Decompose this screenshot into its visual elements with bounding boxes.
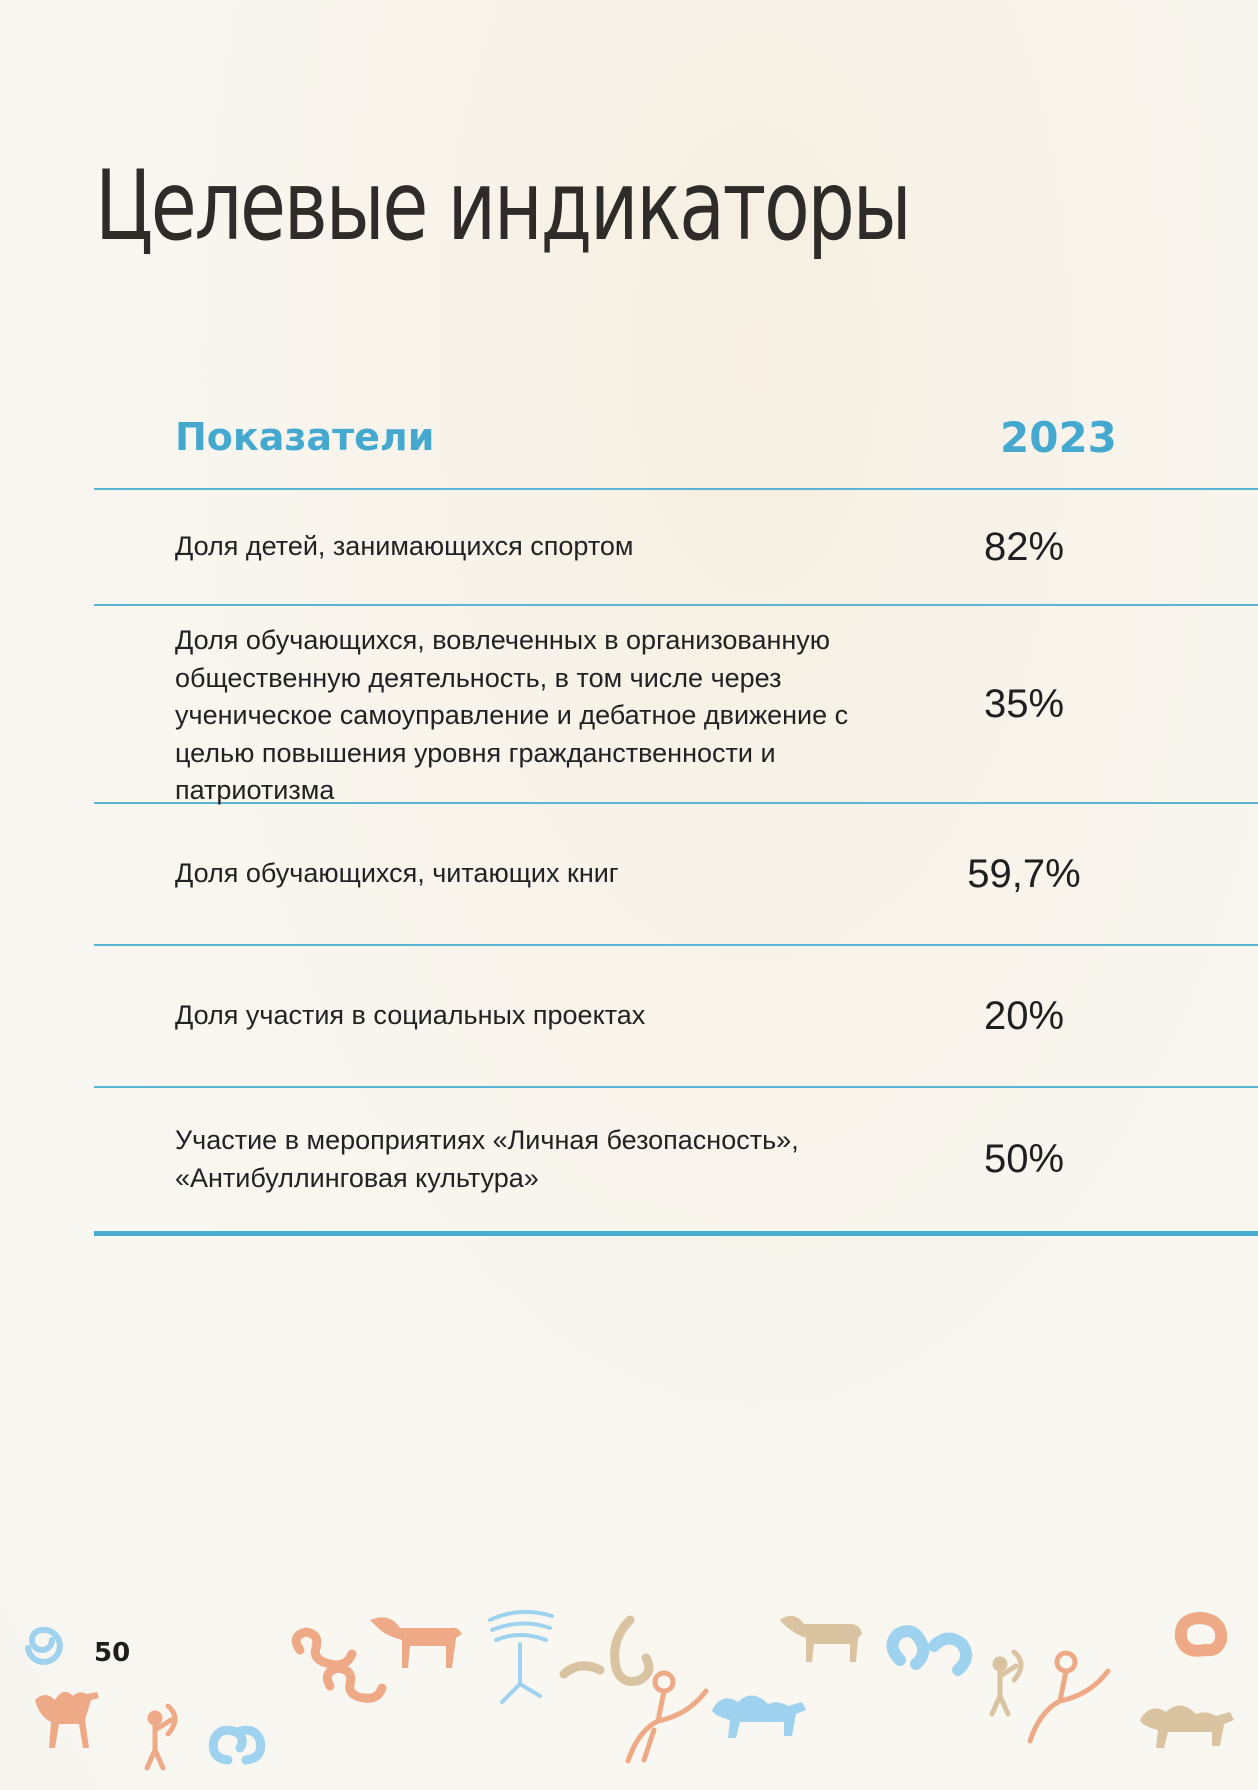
row-label: Доля участия в социальных проектах: [175, 1000, 646, 1031]
camel-icon: [712, 1695, 806, 1738]
table-row: [94, 1088, 1258, 1236]
page-number: 50: [94, 1638, 131, 1668]
row-label: Доля обучающихся, вовлеченных в организованную общественную деятельность, в том числе через ученическое самоуправление и дебатное движение с целью повышения уровня гражданственности и патриотизма: [175, 625, 849, 805]
petroglyph-ornaments: [0, 1590, 1258, 1790]
header-indicators: Показатели: [175, 415, 435, 459]
ram-horn-icon: [564, 1620, 649, 1682]
row-value: 35%: [983, 681, 1065, 726]
table-row: [94, 490, 1258, 606]
spiral-icon: [28, 1630, 60, 1662]
row-label: Участие в мероприятиях «Личная безопасность», «Антибуллинговая культура»: [175, 1125, 799, 1193]
archer-icon: [992, 1652, 1021, 1714]
camel-icon: [1140, 1705, 1234, 1748]
row-value: 20%: [983, 993, 1065, 1038]
camel-icon: [35, 1692, 99, 1748]
row-value: 50%: [983, 1137, 1065, 1181]
ram-horn-icon: [1181, 1618, 1221, 1651]
table-row: [94, 606, 1258, 804]
row-label: Доля детей, занимающихся спортом: [175, 531, 634, 562]
sun-man-icon: [628, 1673, 706, 1761]
indicators-table: [94, 400, 1258, 1236]
ram-horn-icon: [213, 1730, 260, 1760]
table-row: [94, 804, 1258, 946]
ram-horn-icon: [892, 1631, 966, 1670]
table-header: [94, 400, 1258, 490]
row-value: 59,7%: [967, 851, 1081, 896]
page-title: Целевые индикаторы: [95, 150, 910, 262]
deer-icon: [370, 1617, 462, 1668]
ram-horn-icon: [296, 1632, 382, 1698]
archer-icon: [147, 1706, 175, 1768]
tree-icon: [490, 1612, 552, 1702]
goat-icon: [780, 1616, 862, 1662]
table-row: [94, 946, 1258, 1088]
header-year: 2023: [1000, 413, 1117, 462]
row-label: Доля обучающихся, читающих книг: [175, 858, 619, 889]
sun-man-icon: [1030, 1653, 1108, 1741]
row-value: 82%: [983, 524, 1065, 569]
